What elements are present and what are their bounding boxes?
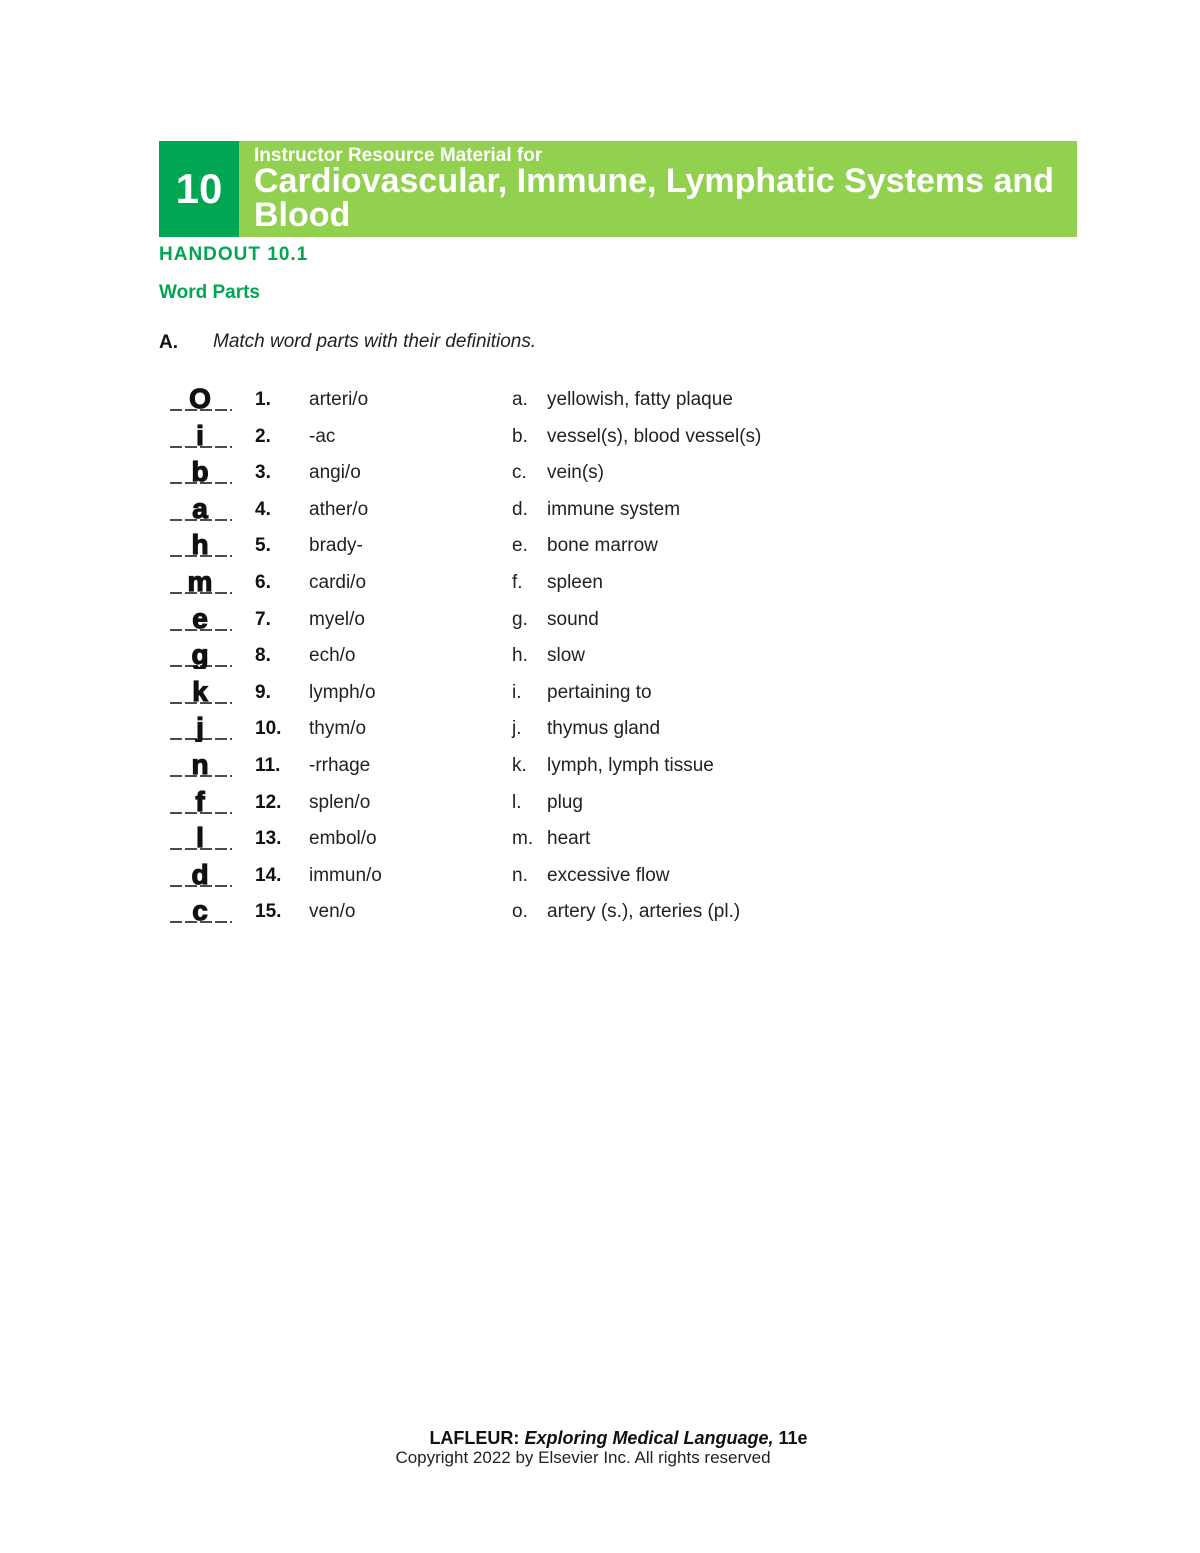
handwritten-answer: i — [196, 419, 204, 450]
handwritten-answer: c — [192, 895, 208, 926]
answer-blank[interactable] — [170, 822, 232, 852]
item-number: 2. — [255, 425, 271, 447]
answer-blank[interactable] — [170, 383, 232, 413]
definition-text: thymus gland — [547, 718, 661, 740]
answer-blank[interactable] — [170, 786, 232, 816]
definition-text: excessive flow — [547, 864, 670, 886]
definition-letter: k. — [512, 754, 527, 776]
instruction-text: Match word parts with their definitions. — [213, 331, 537, 352]
definition-letter: i. — [512, 681, 522, 703]
item-number: 11. — [255, 754, 281, 776]
definition-letter: l. — [512, 791, 522, 813]
instruction-letter: A. — [159, 332, 178, 353]
definition-text: lymph, lymph tissue — [547, 754, 714, 776]
handwritten-answer: O — [189, 383, 211, 413]
word-part: ech/o — [309, 645, 356, 667]
definition-letter: g. — [512, 608, 528, 630]
definition-text: yellowish, fatty plaque — [547, 389, 733, 410]
definition-letter: d. — [512, 498, 528, 520]
item-number: 9. — [255, 681, 271, 703]
handwritten-answer: l — [196, 822, 204, 853]
list-item — [0, 749, 1200, 786]
definition-letter: n. — [512, 864, 528, 886]
answer-blank[interactable] — [170, 712, 232, 742]
definition-text: bone marrow — [547, 535, 658, 557]
item-number: 12. — [255, 791, 282, 813]
definition-text: artery (s.), arteries (pl.) — [547, 901, 741, 923]
answer-blank[interactable] — [170, 603, 232, 633]
footer-book-line — [0, 1428, 1200, 1449]
handwritten-answer: b — [191, 456, 209, 487]
list-item — [0, 895, 1200, 932]
item-number: 14. — [255, 864, 282, 886]
word-part: cardi/o — [309, 571, 367, 593]
definition-text: heart — [547, 828, 591, 850]
word-part: ather/o — [309, 498, 369, 520]
word-part: brady- — [309, 535, 363, 557]
list-item — [0, 639, 1200, 676]
handwritten-answer: k — [192, 675, 208, 706]
list-item — [0, 859, 1200, 896]
handwritten-answer: n — [191, 748, 209, 779]
handwritten-answer: m — [187, 565, 213, 596]
answer-blank[interactable] — [170, 676, 232, 706]
handwritten-answer: d — [191, 858, 209, 889]
answer-blank[interactable] — [170, 456, 232, 486]
list-item — [0, 786, 1200, 823]
handwritten-answer: a — [192, 492, 208, 523]
handwritten-answer: j — [196, 712, 204, 743]
word-part: splen/o — [309, 791, 371, 813]
word-part: thym/o — [309, 718, 367, 740]
list-item — [0, 383, 1200, 420]
item-number: 3. — [255, 462, 271, 484]
list-item — [0, 712, 1200, 749]
answer-blank[interactable] — [170, 566, 232, 596]
definition-letter: f. — [512, 571, 523, 593]
list-item — [0, 529, 1200, 566]
definition-letter: h. — [512, 645, 528, 667]
item-number: 6. — [255, 571, 271, 593]
handwritten-answer: g — [191, 639, 209, 670]
definition-letter: e. — [512, 535, 528, 557]
word-part: angi/o — [309, 462, 361, 484]
answer-blank[interactable] — [170, 529, 232, 559]
definition-text: vessel(s), blood vessel(s) — [547, 425, 762, 447]
answer-blank[interactable] — [170, 420, 232, 450]
footer-copyright: Copyright 2022 by Elsevier Inc. All rights reserved — [395, 1448, 771, 1467]
handwritten-answer: h — [191, 529, 209, 560]
answer-blank[interactable] — [170, 639, 232, 669]
definition-letter: o. — [512, 901, 528, 923]
word-part: ven/o — [309, 901, 356, 923]
item-number: 4. — [255, 498, 271, 520]
item-number: 8. — [255, 645, 271, 667]
answer-blank[interactable] — [170, 895, 232, 925]
banner-subtitle: Instructor Resource Material for — [254, 145, 543, 166]
definition-text: spleen — [547, 571, 603, 593]
list-item — [0, 456, 1200, 493]
list-item — [0, 493, 1200, 530]
banner-title: Cardiovascular, Immune, Lymphatic Systems and Blood — [254, 162, 1054, 234]
list-item — [0, 420, 1200, 457]
word-part: -ac — [309, 425, 336, 447]
definition-text: immune system — [547, 498, 681, 520]
list-item — [0, 603, 1200, 640]
definition-letter: a. — [512, 389, 528, 410]
definition-text: sound — [547, 608, 599, 630]
word-part: lymph/o — [309, 681, 376, 703]
definition-letter: j. — [512, 718, 522, 740]
word-part: myel/o — [309, 608, 365, 630]
matching-list — [0, 383, 1200, 932]
word-part: arteri/o — [309, 389, 369, 410]
definition-text: plug — [547, 791, 583, 813]
item-number: 13. — [255, 828, 282, 850]
item-number: 15. — [255, 901, 282, 923]
definition-letter: b. — [512, 425, 528, 447]
item-number: 7. — [255, 608, 271, 630]
footer-author: LAFLEUR: — [429, 1428, 520, 1448]
word-part: embol/o — [309, 828, 377, 850]
item-number: 10. — [255, 718, 282, 740]
list-item — [0, 676, 1200, 713]
definition-letter: c. — [512, 462, 527, 484]
definition-text: vein(s) — [547, 462, 605, 484]
list-item — [0, 566, 1200, 603]
word-part: immun/o — [309, 864, 382, 886]
answer-blank[interactable] — [170, 749, 232, 779]
definition-letter: m. — [512, 828, 534, 850]
word-part: -rrhage — [309, 754, 371, 776]
item-number: 1. — [255, 389, 271, 410]
footer-book-title: Exploring Medical Language, — [524, 1428, 774, 1448]
list-item — [0, 822, 1200, 859]
answer-blank[interactable] — [170, 859, 232, 889]
handwritten-answer: f — [195, 785, 205, 816]
handout-label: HANDOUT 10.1 — [159, 244, 309, 265]
item-number: 5. — [255, 535, 271, 557]
chapter-banner — [159, 141, 1077, 237]
handwritten-answer: e — [192, 602, 208, 633]
definition-text: slow — [547, 645, 586, 667]
definition-text: pertaining to — [547, 681, 652, 703]
section-title: Word Parts — [159, 282, 261, 303]
footer-edition: 11e — [778, 1428, 808, 1448]
answer-blank[interactable] — [170, 493, 232, 523]
chapter-number: 10 — [159, 141, 239, 237]
